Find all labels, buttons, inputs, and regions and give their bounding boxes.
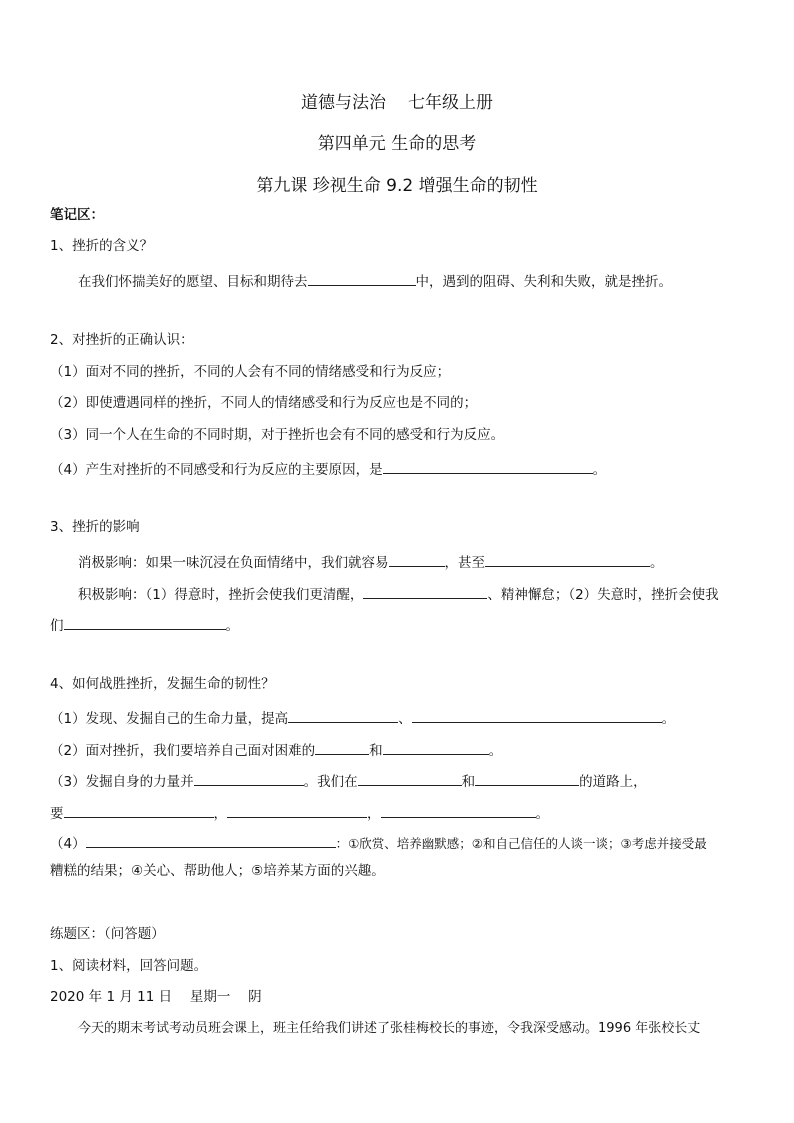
q4-i3-h: 。 bbox=[535, 806, 549, 822]
q4-i3-c: 和 bbox=[461, 774, 476, 790]
q3-neg-c: 。 bbox=[650, 555, 664, 571]
answer-blank[interactable] bbox=[381, 804, 536, 818]
q2-item-2: （2）即使遭遇同样的挫折，不同人的情绪感受和行为反应也是不同的； bbox=[50, 395, 478, 411]
q4-i4-b: ：①欣赏、培养幽默感；②和自己信任的人谈一谈；③考虑并接受最 bbox=[335, 836, 707, 851]
q4-i3-g: ， bbox=[367, 806, 381, 822]
q4-item-2 bbox=[50, 741, 502, 759]
q4-i3-f: ， bbox=[213, 806, 227, 822]
q3-positive bbox=[78, 585, 719, 603]
grade-label: 七年级上册 bbox=[408, 93, 493, 113]
doc-title bbox=[0, 88, 794, 113]
answer-blank[interactable] bbox=[358, 772, 462, 786]
q4-i1-c: 。 bbox=[661, 711, 676, 727]
q1-title: 1、挫折的含义？ bbox=[50, 238, 154, 254]
q4-i3-e: 要 bbox=[50, 806, 64, 822]
q4-i2-a: （2）面对挫折，我们要培养自己面对困难的 bbox=[50, 743, 316, 759]
unit-title: 第四单元 生命的思考 bbox=[317, 134, 477, 154]
q2-title: 2、对挫折的正确认识： bbox=[50, 332, 194, 348]
q4-i3-b: 。我们在 bbox=[303, 774, 358, 790]
diary-paragraph: 今天的期末考试考动员班会课上，班主任给我们讲述了张桂梅校长的事迹，令我深受感动。1996 年张校长丈 bbox=[78, 1021, 701, 1036]
q3-pos-d: 。 bbox=[225, 618, 239, 634]
q4-i1-b: 、 bbox=[398, 711, 412, 727]
answer-blank[interactable] bbox=[485, 553, 650, 567]
q3-pos-a: 积极影响：（1）得意时，挫折会使我们更清醒， bbox=[78, 587, 364, 603]
q3-neg-b: ，甚至 bbox=[444, 555, 485, 571]
q1-text bbox=[78, 272, 672, 290]
q4-item-4 bbox=[50, 834, 707, 852]
answer-blank[interactable] bbox=[412, 709, 662, 723]
notes-heading: 笔记区： bbox=[50, 207, 104, 223]
q3-positive-cont bbox=[50, 616, 239, 634]
q4-item-4-cont: 糟糕的结果；④关心、帮助他人；⑤培养某方面的兴趣。 bbox=[50, 863, 385, 879]
answer-blank[interactable] bbox=[308, 272, 416, 286]
subject-label: 道德与法治 bbox=[301, 93, 386, 113]
answer-blank[interactable] bbox=[227, 804, 367, 818]
q1-text-a: 在我们怀揣美好的愿望、目标和期待去 bbox=[78, 274, 308, 290]
answer-blank[interactable] bbox=[475, 772, 579, 786]
q1-text-b: 中，遇到的阻碍、失利和失败，就是挫折。 bbox=[415, 274, 672, 290]
answer-blank[interactable] bbox=[389, 553, 445, 567]
answer-blank[interactable] bbox=[288, 709, 398, 723]
q4-item-1 bbox=[50, 709, 675, 727]
q4-title: 4、如何战胜挫折，发掘生命的韧性？ bbox=[50, 676, 275, 692]
q2-item-3: （3）同一个人在生命的不同时期，对于挫折也会有不同的感受和行为反应。 bbox=[50, 427, 505, 443]
q4-i4-a: （4） bbox=[50, 836, 86, 852]
answer-blank[interactable] bbox=[363, 585, 487, 599]
q3-negative bbox=[78, 553, 664, 571]
q2-item-4-a: （4）产生对挫折的不同感受和行为反应的主要原因，是 bbox=[50, 462, 383, 478]
lesson-title: 第九课 珍视生命 9.2 增强生命的韧性 bbox=[256, 176, 538, 196]
q3-pos-b: 、精神懈怠；（2）失意时，挫折会使我 bbox=[487, 587, 719, 603]
diary-date: 2020 年 1 月 11 日 星期一 阴 bbox=[50, 989, 262, 1005]
q2-item-4 bbox=[50, 460, 606, 478]
q2-item-4-b: 。 bbox=[592, 462, 607, 478]
answer-blank[interactable] bbox=[383, 741, 489, 755]
q4-i1-a: （1）发现、发掘自己的生命力量，提高 bbox=[50, 711, 289, 727]
answer-blank[interactable] bbox=[64, 616, 226, 630]
answer-blank[interactable] bbox=[315, 741, 369, 755]
practice-q1-title: 1、阅读材料，回答问题。 bbox=[50, 958, 208, 974]
answer-blank[interactable] bbox=[194, 772, 304, 786]
q4-item-3 bbox=[50, 772, 647, 790]
q3-title: 3、挫折的影响 bbox=[50, 519, 140, 535]
q4-i2-c: 。 bbox=[488, 743, 503, 759]
q4-i3-a: （3）发掘自身的力量并 bbox=[50, 774, 194, 790]
q4-i3-d: 的道路上， bbox=[579, 774, 647, 790]
q2-item-1: （1）面对不同的挫折，不同的人会有不同的情绪感受和行为反应； bbox=[50, 364, 451, 380]
practice-heading: 练题区：（问答题） bbox=[50, 926, 165, 942]
q4-i2-b: 和 bbox=[369, 743, 383, 759]
q3-neg-a: 消极影响：如果一味沉浸在负面情绪中，我们就容易 bbox=[78, 555, 389, 571]
answer-blank[interactable] bbox=[86, 834, 336, 848]
answer-blank[interactable] bbox=[383, 460, 593, 474]
answer-blank[interactable] bbox=[64, 804, 214, 818]
q3-pos-c: 们 bbox=[50, 618, 64, 634]
q4-item-3-cont bbox=[50, 804, 549, 822]
